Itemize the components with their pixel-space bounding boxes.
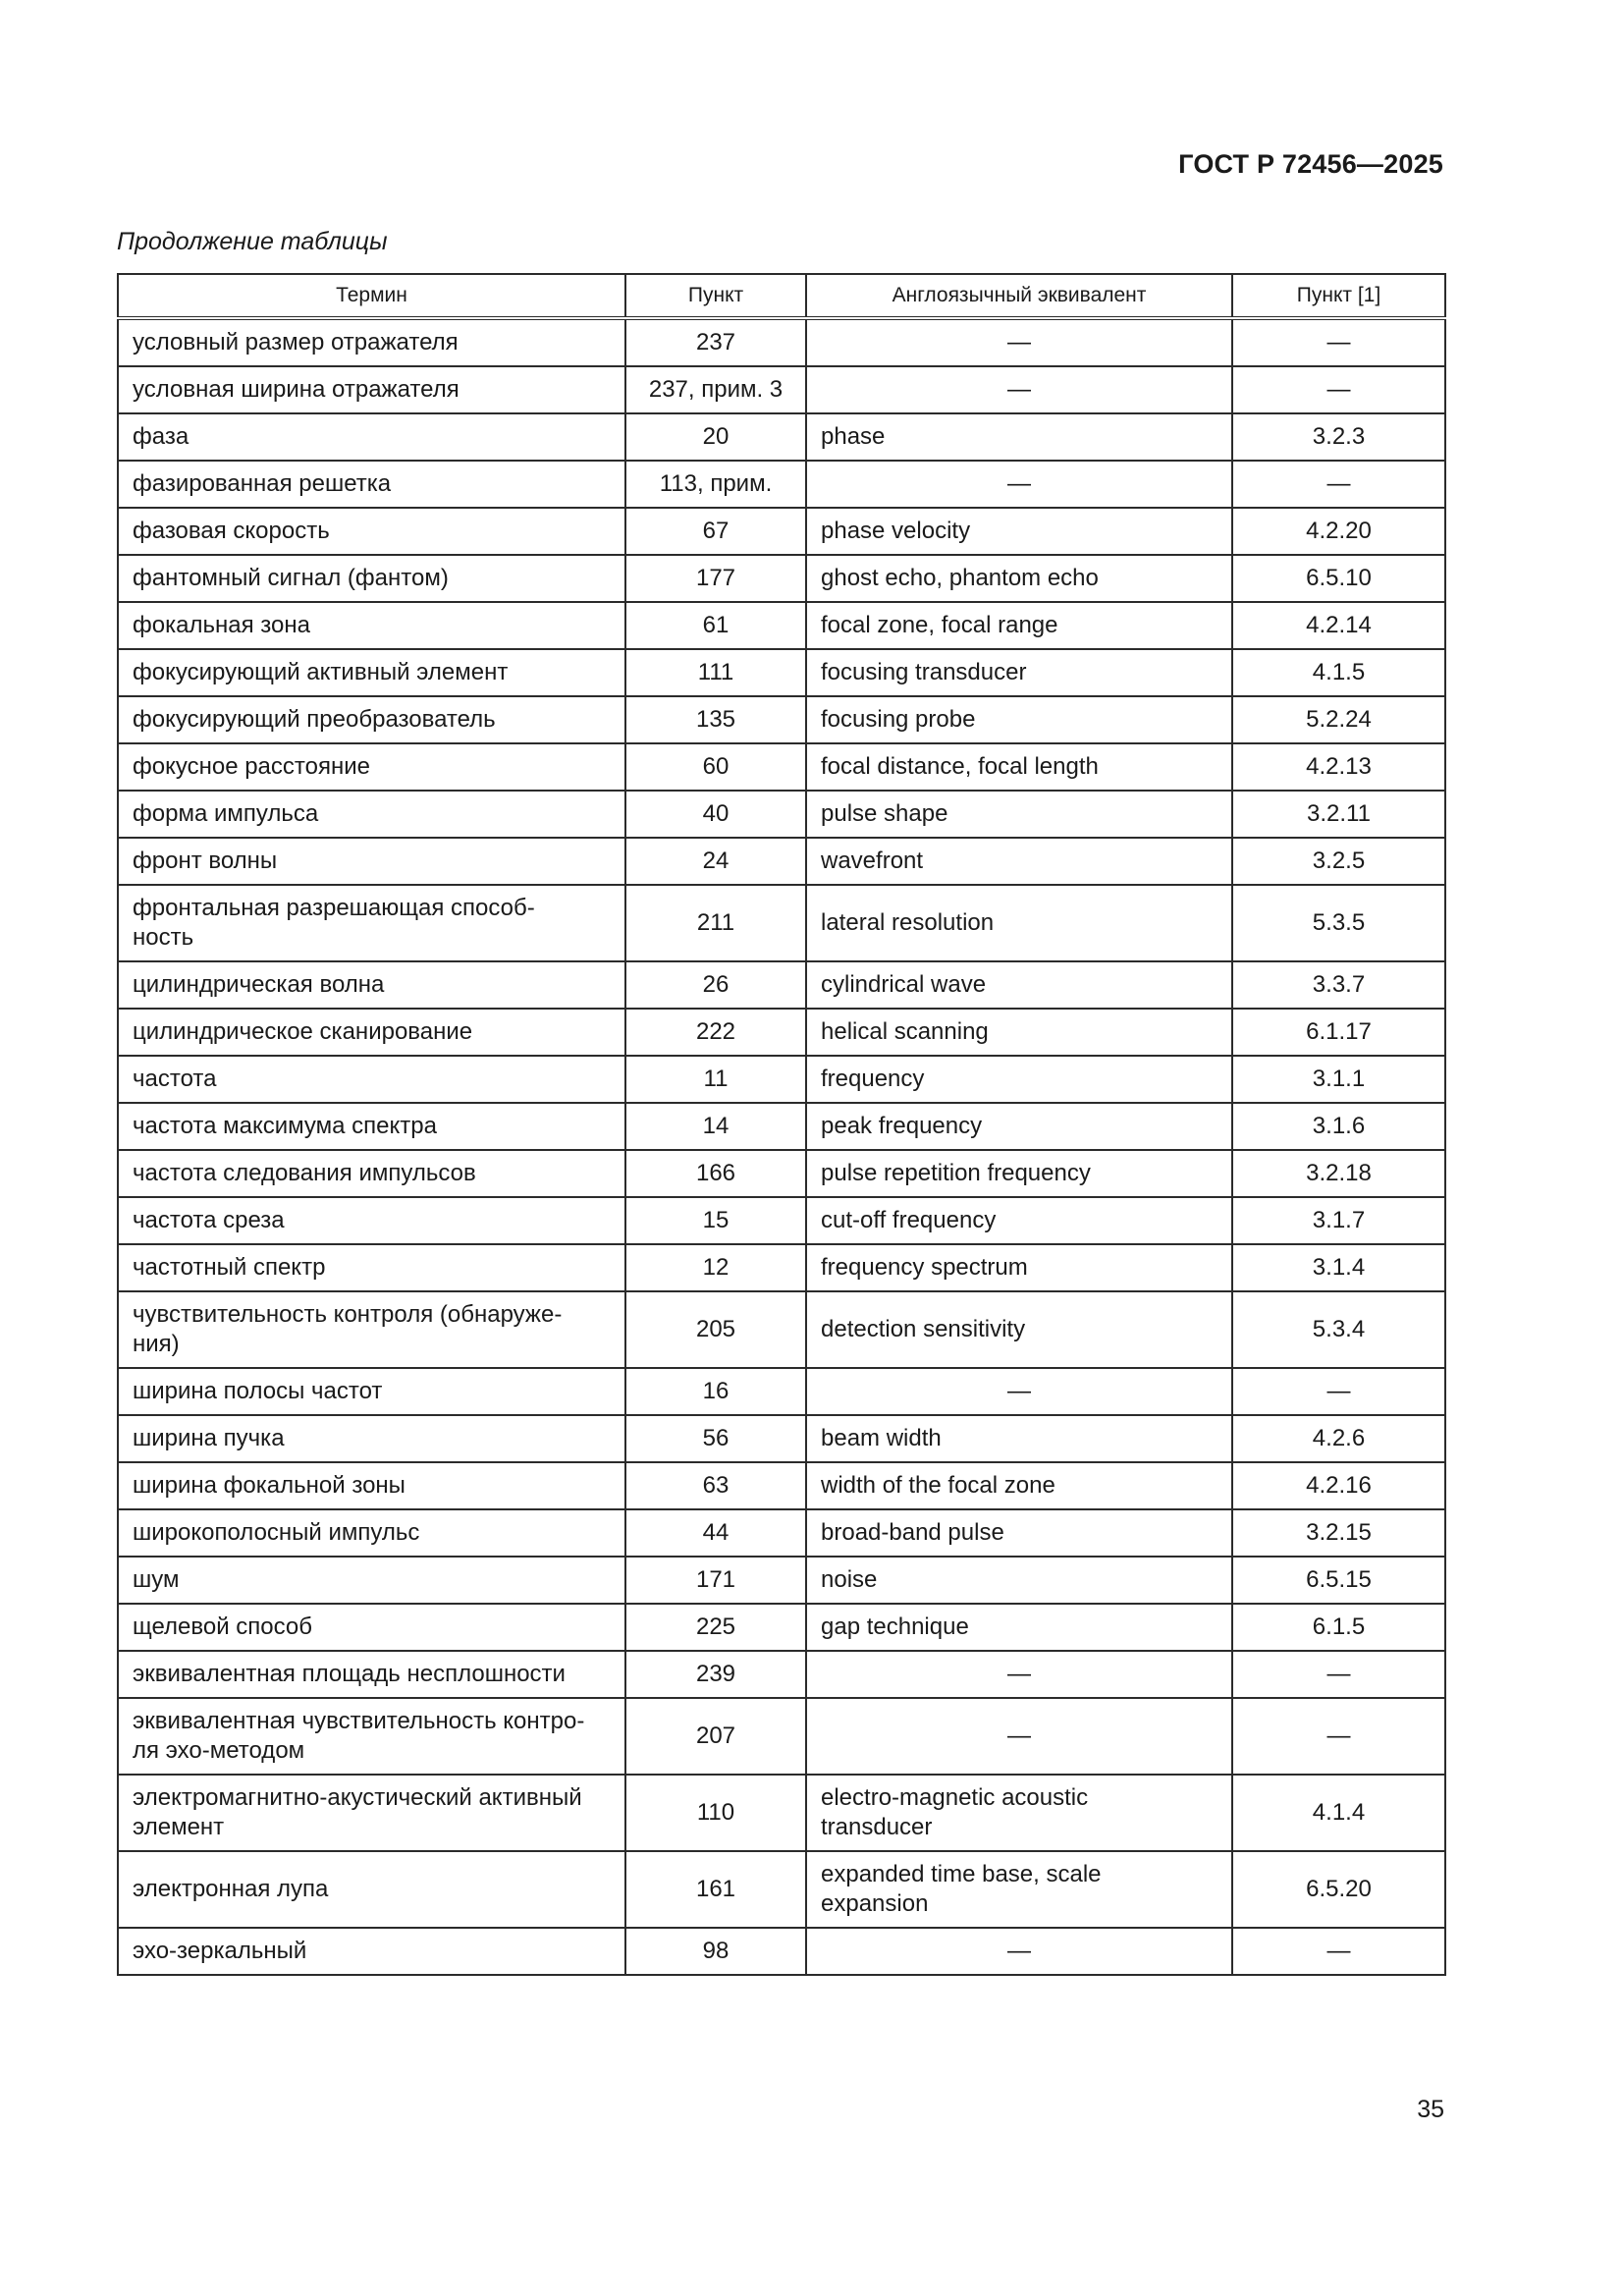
term-cell: широкополосный импульс [118, 1509, 625, 1557]
table-row [118, 649, 1445, 696]
english-equivalent-cell: detection sensitivity [806, 1291, 1232, 1368]
table-row [118, 1851, 1445, 1928]
term-cell: частота среза [118, 1197, 625, 1244]
table-row [118, 1009, 1445, 1056]
english-equivalent-cell: frequency spectrum [806, 1244, 1232, 1291]
english-equivalent-cell: focal distance, focal length [806, 743, 1232, 791]
item-cell: 63 [625, 1462, 806, 1509]
table-row [118, 366, 1445, 413]
term-cell: цилиндрическая волна [118, 961, 625, 1009]
reference-item-cell: — [1232, 1368, 1445, 1415]
english-equivalent-cell: — [806, 1651, 1232, 1698]
reference-item-cell: 3.2.11 [1232, 791, 1445, 838]
english-equivalent-cell: — [806, 1928, 1232, 1975]
reference-item-cell: 4.2.13 [1232, 743, 1445, 791]
english-equivalent-cell: peak frequency [806, 1103, 1232, 1150]
table-row [118, 461, 1445, 508]
table-header [118, 274, 1445, 318]
table-row [118, 555, 1445, 602]
term-cell: ширина полосы частот [118, 1368, 625, 1415]
reference-item-cell: — [1232, 461, 1445, 508]
reference-item-cell: 4.2.6 [1232, 1415, 1445, 1462]
reference-item-cell: 6.5.20 [1232, 1851, 1445, 1928]
table-row [118, 1150, 1445, 1197]
english-equivalent-cell: expanded time base, scale expansion [806, 1851, 1232, 1928]
table-row [118, 602, 1445, 649]
english-equivalent-cell: lateral resolution [806, 885, 1232, 961]
item-cell: 177 [625, 555, 806, 602]
item-cell: 11 [625, 1056, 806, 1103]
table-row [118, 1197, 1445, 1244]
english-equivalent-cell: focusing probe [806, 696, 1232, 743]
table-row [118, 1604, 1445, 1651]
reference-item-cell: 4.2.16 [1232, 1462, 1445, 1509]
item-cell: 16 [625, 1368, 806, 1415]
item-cell: 237, прим. 3 [625, 366, 806, 413]
term-cell: щелевой способ [118, 1604, 625, 1651]
reference-item-cell: — [1232, 1928, 1445, 1975]
document-code: ГОСТ Р 72456—2025 [1178, 149, 1443, 179]
term-cell: цилиндрическое сканирование [118, 1009, 625, 1056]
item-cell: 14 [625, 1103, 806, 1150]
english-equivalent-cell: pulse repetition frequency [806, 1150, 1232, 1197]
term-cell: частота следования импульсов [118, 1150, 625, 1197]
table-row [118, 1462, 1445, 1509]
english-equivalent-cell: — [806, 1368, 1232, 1415]
table-row [118, 961, 1445, 1009]
table-row [118, 413, 1445, 461]
table-row [118, 1415, 1445, 1462]
reference-item-cell: — [1232, 318, 1445, 366]
term-cell: фокусирующий активный элемент [118, 649, 625, 696]
reference-item-cell: 6.5.15 [1232, 1557, 1445, 1604]
term-cell: частота [118, 1056, 625, 1103]
table-row [118, 696, 1445, 743]
reference-item-cell: — [1232, 1651, 1445, 1698]
item-cell: 135 [625, 696, 806, 743]
english-equivalent-cell: — [806, 318, 1232, 366]
table-row [118, 791, 1445, 838]
term-cell: ширина пучка [118, 1415, 625, 1462]
reference-item-cell: 6.5.10 [1232, 555, 1445, 602]
table-caption: Продолжение таблицы [117, 228, 388, 255]
term-cell: шум [118, 1557, 625, 1604]
english-equivalent-cell: — [806, 1698, 1232, 1775]
item-cell: 60 [625, 743, 806, 791]
english-equivalent-cell: frequency [806, 1056, 1232, 1103]
term-cell: частота максимума спектра [118, 1103, 625, 1150]
item-cell: 15 [625, 1197, 806, 1244]
english-equivalent-cell: width of the focal zone [806, 1462, 1232, 1509]
reference-item-cell: 6.1.17 [1232, 1009, 1445, 1056]
term-cell: фронтальная разрешающая способ- ность [118, 885, 625, 961]
table-row [118, 885, 1445, 961]
table-row [118, 1291, 1445, 1368]
reference-item-cell: 4.2.14 [1232, 602, 1445, 649]
table-row [118, 1775, 1445, 1851]
reference-item-cell: 3.1.7 [1232, 1197, 1445, 1244]
reference-item-cell: 6.1.5 [1232, 1604, 1445, 1651]
header-row [118, 274, 1445, 318]
english-equivalent-cell: focal zone, focal range [806, 602, 1232, 649]
table-row [118, 1244, 1445, 1291]
term-cell: эквивалентная чувствительность контро- ля эхо-методом [118, 1698, 625, 1775]
reference-item-cell: 3.2.5 [1232, 838, 1445, 885]
reference-item-cell: — [1232, 366, 1445, 413]
table-row [118, 1557, 1445, 1604]
term-cell: фокальная зона [118, 602, 625, 649]
english-equivalent-cell: electro-magnetic acoustic transducer [806, 1775, 1232, 1851]
term-cell: фокусное расстояние [118, 743, 625, 791]
table-row [118, 1698, 1445, 1775]
reference-item-cell: 5.2.24 [1232, 696, 1445, 743]
term-cell: фантомный сигнал (фантом) [118, 555, 625, 602]
page-number: 35 [1417, 2096, 1444, 2123]
term-cell: фокусирующий преобразователь [118, 696, 625, 743]
table-row [118, 1928, 1445, 1975]
term-cell: фазированная решетка [118, 461, 625, 508]
item-cell: 67 [625, 508, 806, 555]
item-cell: 26 [625, 961, 806, 1009]
term-cell: форма импульса [118, 791, 625, 838]
term-cell: фронт волны [118, 838, 625, 885]
english-equivalent-cell: cut-off frequency [806, 1197, 1232, 1244]
reference-item-cell: 5.3.5 [1232, 885, 1445, 961]
item-cell: 166 [625, 1150, 806, 1197]
table-row [118, 1651, 1445, 1698]
english-equivalent-cell: focusing transducer [806, 649, 1232, 696]
table-row [118, 508, 1445, 555]
english-equivalent-cell: pulse shape [806, 791, 1232, 838]
table-row [118, 1103, 1445, 1150]
term-cell: эхо-зеркальный [118, 1928, 625, 1975]
english-equivalent-cell: noise [806, 1557, 1232, 1604]
reference-item-cell: 3.2.18 [1232, 1150, 1445, 1197]
term-cell: электронная лупа [118, 1851, 625, 1928]
item-cell: 24 [625, 838, 806, 885]
table-body [118, 318, 1445, 1975]
term-cell: чувствительность контроля (обнаруже- ния) [118, 1291, 625, 1368]
column-header-english-equivalent: Англоязычный эквивалент [806, 274, 1232, 318]
item-cell: 44 [625, 1509, 806, 1557]
term-cell: ширина фокальной зоны [118, 1462, 625, 1509]
english-equivalent-cell: gap technique [806, 1604, 1232, 1651]
term-cell: условная ширина отражателя [118, 366, 625, 413]
item-cell: 61 [625, 602, 806, 649]
term-cell: частотный спектр [118, 1244, 625, 1291]
reference-item-cell: 5.3.4 [1232, 1291, 1445, 1368]
table-row [118, 1056, 1445, 1103]
column-header-term: Термин [118, 274, 625, 318]
item-cell: 211 [625, 885, 806, 961]
reference-item-cell: 3.2.3 [1232, 413, 1445, 461]
english-equivalent-cell: beam width [806, 1415, 1232, 1462]
item-cell: 56 [625, 1415, 806, 1462]
item-cell: 171 [625, 1557, 806, 1604]
item-cell: 205 [625, 1291, 806, 1368]
table-row [118, 1368, 1445, 1415]
reference-item-cell: 4.1.5 [1232, 649, 1445, 696]
reference-item-cell: 4.1.4 [1232, 1775, 1445, 1851]
item-cell: 113, прим. [625, 461, 806, 508]
english-equivalent-cell: phase [806, 413, 1232, 461]
item-cell: 222 [625, 1009, 806, 1056]
reference-item-cell: 4.2.20 [1232, 508, 1445, 555]
table-row [118, 838, 1445, 885]
reference-item-cell: 3.1.6 [1232, 1103, 1445, 1150]
reference-item-cell: 3.2.15 [1232, 1509, 1445, 1557]
item-cell: 12 [625, 1244, 806, 1291]
item-cell: 110 [625, 1775, 806, 1851]
english-equivalent-cell: phase velocity [806, 508, 1232, 555]
english-equivalent-cell: — [806, 461, 1232, 508]
item-cell: 111 [625, 649, 806, 696]
item-cell: 207 [625, 1698, 806, 1775]
reference-item-cell: 3.1.1 [1232, 1056, 1445, 1103]
table-row [118, 318, 1445, 366]
table-row [118, 1509, 1445, 1557]
item-cell: 98 [625, 1928, 806, 1975]
term-cell: электромагнитно-акустический активный элемент [118, 1775, 625, 1851]
english-equivalent-cell: wavefront [806, 838, 1232, 885]
english-equivalent-cell: broad-band pulse [806, 1509, 1232, 1557]
column-header-item: Пункт [625, 274, 806, 318]
term-cell: условный размер отражателя [118, 318, 625, 366]
term-cell: фаза [118, 413, 625, 461]
item-cell: 239 [625, 1651, 806, 1698]
item-cell: 225 [625, 1604, 806, 1651]
term-cell: эквивалентная площадь несплошности [118, 1651, 625, 1698]
reference-item-cell: 3.1.4 [1232, 1244, 1445, 1291]
reference-item-cell: — [1232, 1698, 1445, 1775]
english-equivalent-cell: ghost echo, phantom echo [806, 555, 1232, 602]
reference-item-cell: 3.3.7 [1232, 961, 1445, 1009]
english-equivalent-cell: — [806, 366, 1232, 413]
table-row [118, 743, 1445, 791]
item-cell: 237 [625, 318, 806, 366]
term-cell: фазовая скорость [118, 508, 625, 555]
item-cell: 161 [625, 1851, 806, 1928]
terms-table [117, 273, 1446, 1976]
english-equivalent-cell: helical scanning [806, 1009, 1232, 1056]
item-cell: 40 [625, 791, 806, 838]
english-equivalent-cell: cylindrical wave [806, 961, 1232, 1009]
column-header-reference-item: Пункт [1] [1232, 274, 1445, 318]
item-cell: 20 [625, 413, 806, 461]
